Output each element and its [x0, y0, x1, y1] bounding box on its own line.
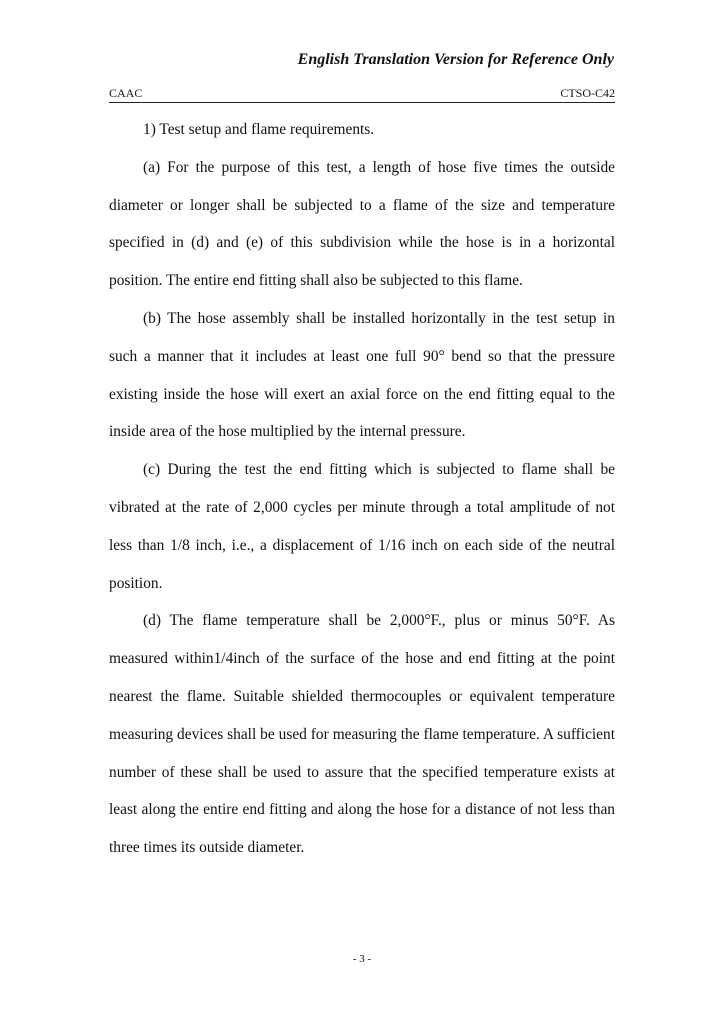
- paragraph-item-b: (b) The hose assembly shall be installed horizontally in the test setup in such a manner that it includes at least one full 90° bend so that the pressure existing inside the hose will exert an axial force on the end fitting equal to the inside area of the hose multiplied by the internal pressure.: [109, 309, 615, 441]
- header-organization: CAAC: [109, 86, 143, 100]
- paragraph-item-a: (a) For the purpose of this test, a length of hose five times the outside diameter or longer shall be subjected to a flame of the size and temperature specified in (d) and (e) of this subdivision while the hose is in a horizontal position. The entire end fitting shall also be subjected to this flame.: [109, 158, 615, 290]
- paragraph-item-d: (d) The flame temperature shall be 2,000°F., plus or minus 50°F. As measured within1/4inch of the surface of the hose and end fitting at the point nearest the flame. Suitable shielded thermocouples or equivalent temperature measuring devices shall be used for measuring the flame temperature. A sufficient number of these shall be used to assure that the specified temperature exists at least along the entire end fitting and along the hose for a distance of not less than three times its outside diameter.: [109, 612, 615, 857]
- page-number: - 3 -: [352, 953, 372, 965]
- paragraph-item-c: (c) During the test the end fitting which is subjected to flame shall be vibrated at the rate of 2,000 cycles per minute through a total amplitude of not less than 1/8 inch, i.e., a displacement of 1/16 inch on each side of the neutral position.: [109, 461, 615, 592]
- translation-banner: English Translation Version for Reference Only: [297, 51, 614, 68]
- paragraph-section-heading: 1) Test setup and flame requirements.: [143, 121, 375, 138]
- header-document-id: CTSO-C42: [560, 86, 615, 100]
- document-body: [109, 111, 615, 867]
- running-header: [109, 86, 615, 101]
- header-divider: [109, 102, 615, 103]
